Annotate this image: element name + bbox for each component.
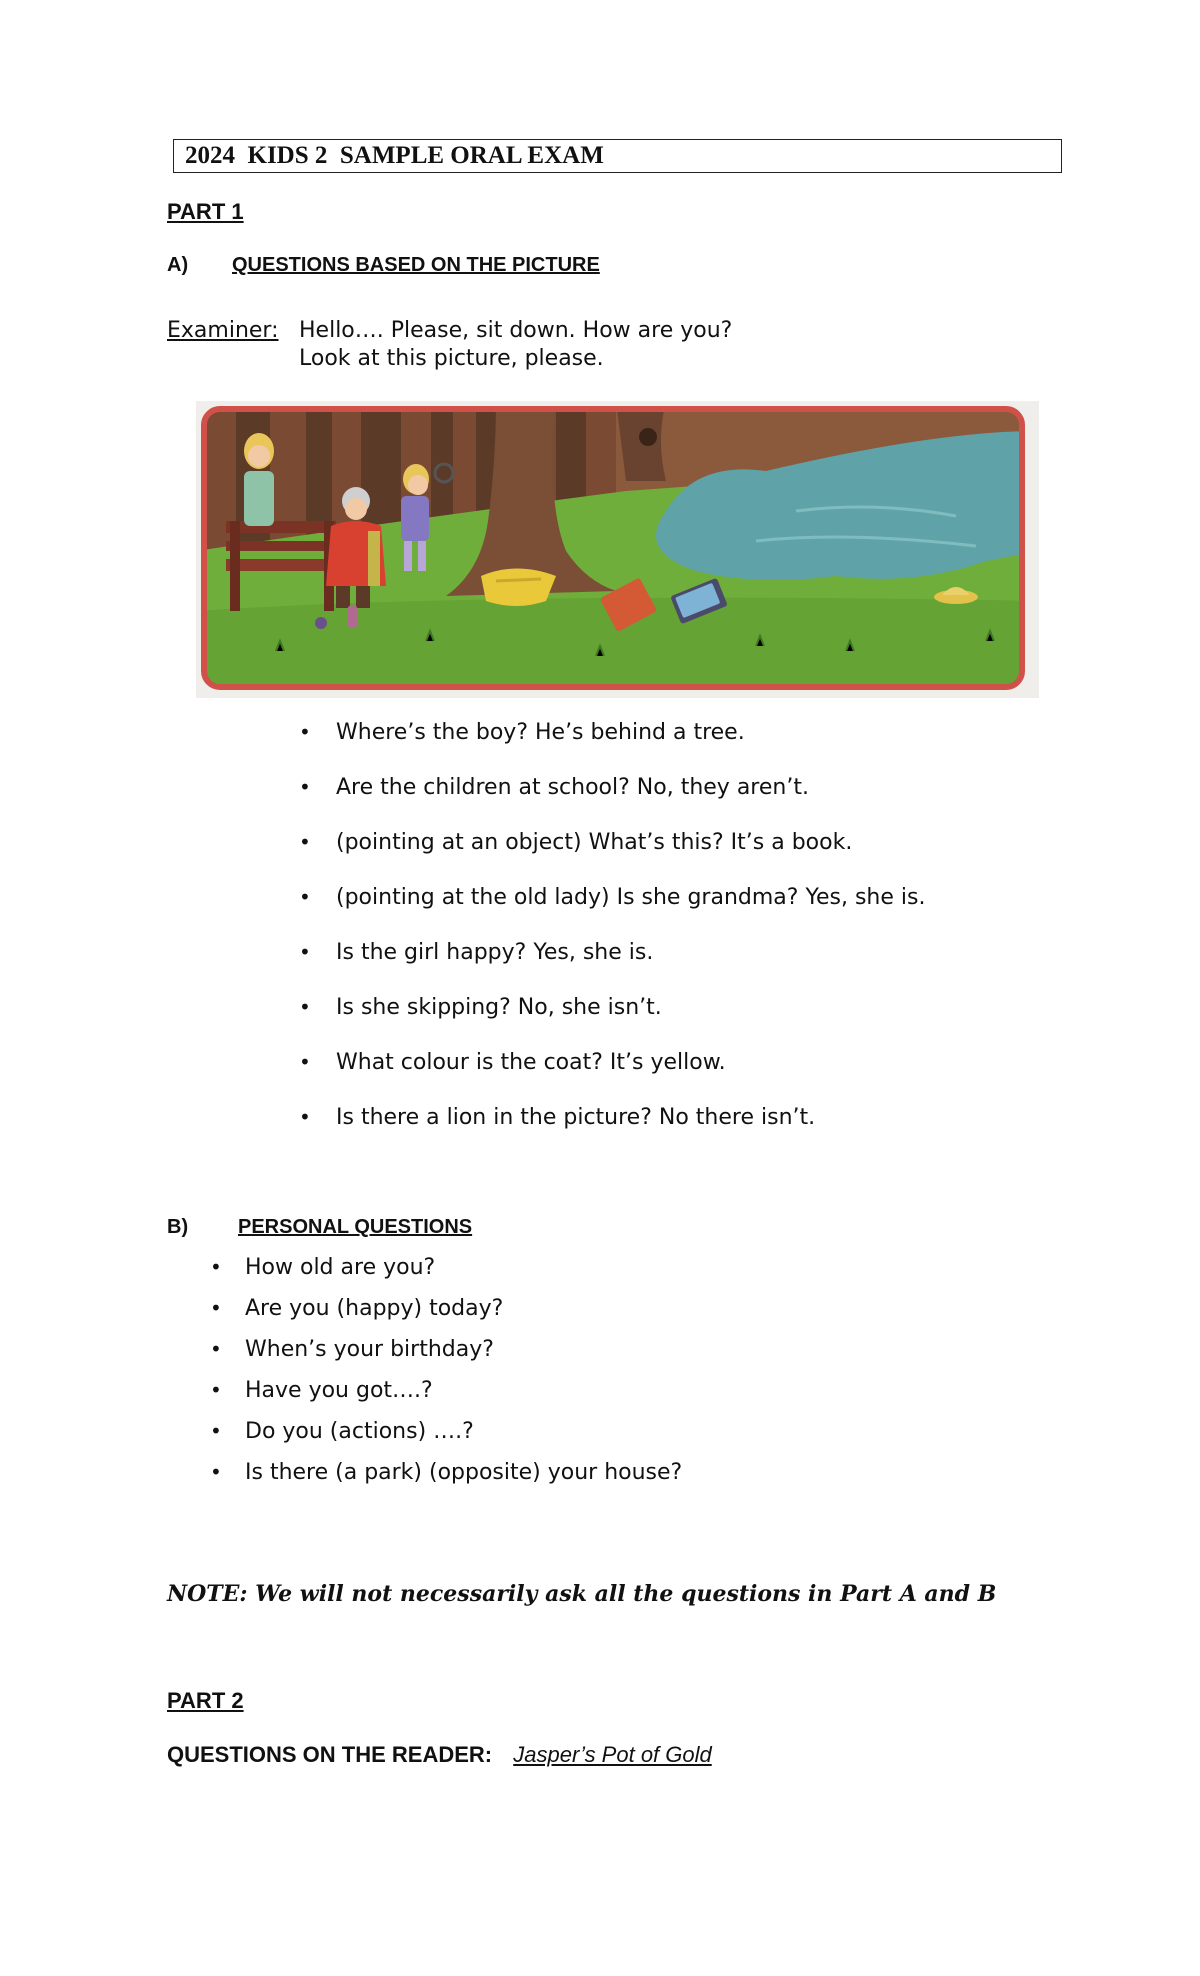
list-item: • Are you (happy) today? bbox=[210, 1296, 504, 1321]
examiner-label: Examiner: bbox=[167, 318, 279, 343]
bullet-icon: • bbox=[210, 1378, 222, 1402]
bullet-icon: • bbox=[299, 995, 311, 1019]
list-item: • Do you (actions) ….? bbox=[210, 1419, 474, 1444]
bullet-icon: • bbox=[210, 1337, 222, 1361]
bullet-icon: • bbox=[210, 1460, 222, 1484]
list-item: • Where’s the boy? He’s behind a tree. bbox=[299, 720, 745, 745]
examiner-line-1: Hello…. Please, sit down. How are you? bbox=[299, 318, 733, 343]
picture-questions-list bbox=[299, 720, 926, 1160]
park-picture bbox=[196, 401, 1039, 698]
list-item: • (pointing at an object) What’s this? It’s a book. bbox=[299, 830, 853, 855]
park-scene-illustration bbox=[196, 401, 1039, 698]
list-item: • (pointing at the old lady) Is she grandma? Yes, she is. bbox=[299, 885, 926, 910]
bullet-icon: • bbox=[299, 885, 311, 909]
bullet-icon: • bbox=[299, 1105, 311, 1129]
list-item: • How old are you? bbox=[210, 1255, 436, 1280]
section-b-letter: B) bbox=[167, 1216, 189, 1238]
personal-questions-list bbox=[210, 1255, 683, 1501]
reader-label: QUESTIONS ON THE READER: bbox=[167, 1742, 493, 1767]
list-item: • Are the children at school? No, they aren’t. bbox=[299, 775, 809, 800]
list-item: • When’s your birthday? bbox=[210, 1337, 494, 1362]
bullet-icon: • bbox=[299, 720, 311, 744]
section-a-heading: QUESTIONS BASED ON THE PICTURE bbox=[232, 254, 600, 276]
bullet-icon: • bbox=[299, 775, 311, 799]
bullet-icon: • bbox=[299, 940, 311, 964]
list-item: • Is there (a park) (opposite) your house? bbox=[210, 1460, 683, 1485]
reader-title: Jasper’s Pot of Gold bbox=[513, 1742, 712, 1767]
part2-heading: PART 2 bbox=[167, 1688, 244, 1713]
exam-title: 2024 KIDS 2 SAMPLE ORAL EXAM bbox=[173, 139, 1062, 173]
section-b-heading: PERSONAL QUESTIONS bbox=[238, 1216, 473, 1238]
list-item: • Is there a lion in the picture? No there isn’t. bbox=[299, 1105, 816, 1130]
reader-line bbox=[167, 1742, 712, 1768]
note-text: NOTE: We will not necessarily ask all the questions in Part A and B bbox=[167, 1581, 997, 1607]
list-item: • What colour is the coat? It’s yellow. bbox=[299, 1050, 726, 1075]
examiner-line-2: Look at this picture, please. bbox=[299, 346, 604, 371]
section-a-letter: A) bbox=[167, 254, 189, 276]
bullet-icon: • bbox=[210, 1419, 222, 1443]
part1-heading: PART 1 bbox=[167, 199, 244, 224]
bullet-icon: • bbox=[299, 830, 311, 854]
bullet-icon: • bbox=[210, 1255, 222, 1279]
list-item: • Is the girl happy? Yes, she is. bbox=[299, 940, 654, 965]
list-item: • Have you got….? bbox=[210, 1378, 433, 1403]
bullet-icon: • bbox=[210, 1296, 222, 1320]
bullet-icon: • bbox=[299, 1050, 311, 1074]
list-item: • Is she skipping? No, she isn’t. bbox=[299, 995, 662, 1020]
